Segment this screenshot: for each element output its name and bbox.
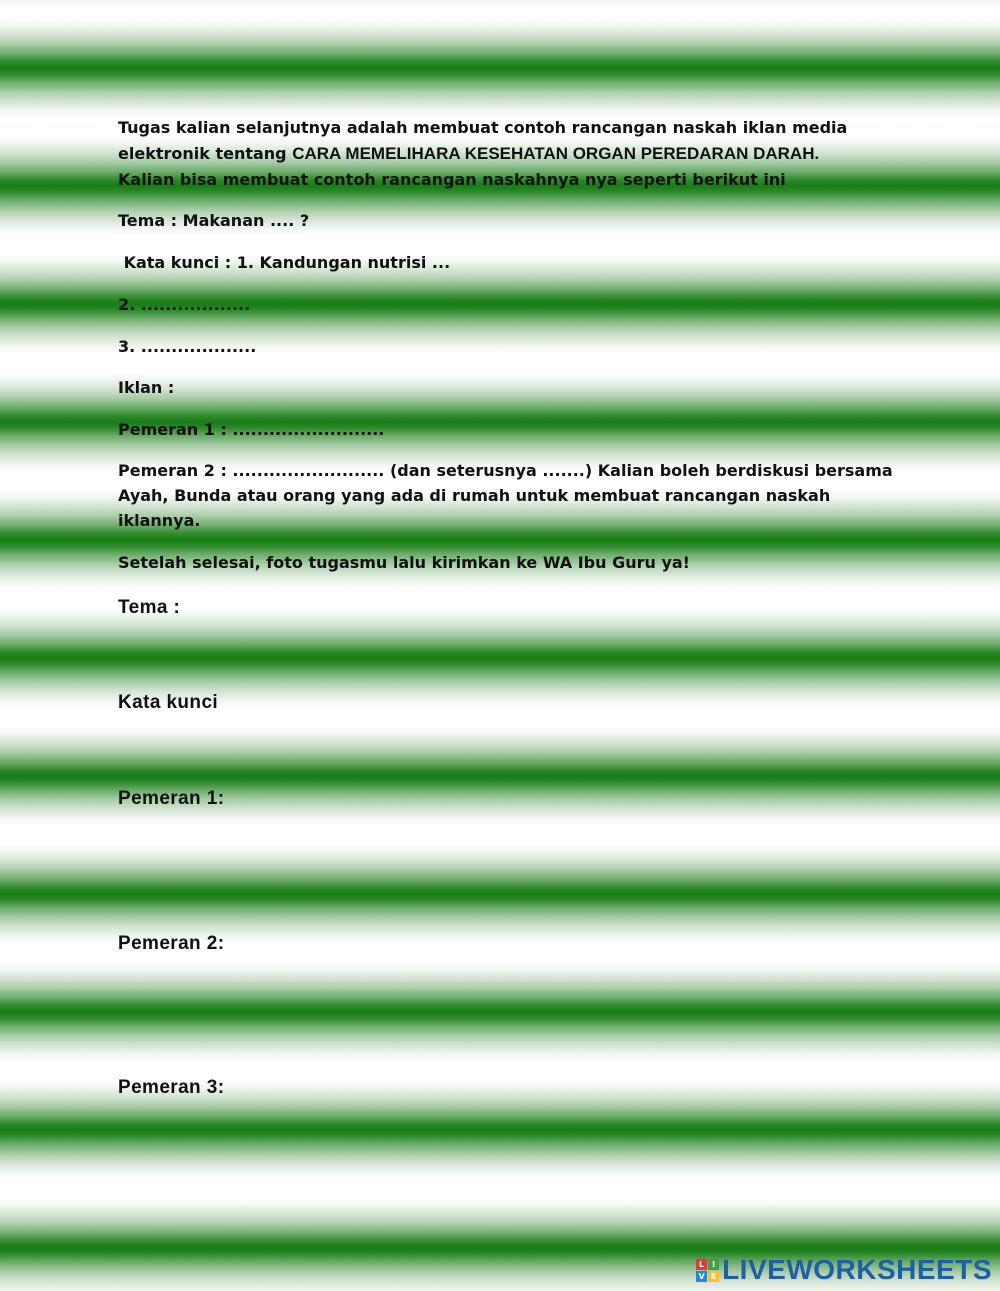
logo-text: LIVEWORKSHEETS <box>722 1254 992 1285</box>
example-iklan: Iklan : <box>118 378 175 397</box>
intro-line-2 <box>118 141 819 167</box>
form-tema-label: Tema : <box>118 597 181 618</box>
logo-square-v: V <box>696 1271 707 1282</box>
intro-line-3: Kalian bisa membuat contoh rancangan naskahnya nya seperti berikut ini <box>118 170 786 189</box>
intro-topic: CARA MEMELIHARA KESEHATAN ORGAN PEREDARAN DARAH. <box>292 144 820 163</box>
example-kata-kunci: Kata kunci : 1. Kandungan nutrisi ... <box>118 253 451 272</box>
closing-instruction: Setelah selesai, foto tugasmu lalu kirimkan ke WA Ibu Guru ya! <box>118 553 690 572</box>
logo-square-i: I <box>708 1259 719 1270</box>
example-item-2: 2. .................. <box>118 295 251 314</box>
form-pemeran-1-label: Pemeran 1: <box>118 788 225 809</box>
example-pemeran-1: Pemeran 1 : ......................... <box>118 420 385 439</box>
intro-line-1: Tugas kalian selanjutnya adalah membuat contoh rancangan naskah iklan media <box>118 118 848 137</box>
form-kata-kunci-label: Kata kunci <box>118 692 219 713</box>
form-pemeran-3-label: Pemeran 3: <box>118 1077 225 1098</box>
example-pemeran-2-line-3: iklannya. <box>118 511 201 530</box>
intro-line-2-prefix: elektronik tentang <box>118 144 293 163</box>
example-pemeran-2-line-2: Ayah, Bunda atau orang yang ada di rumah untuk membuat rancangan naskah <box>118 486 831 505</box>
logo-square-l: L <box>696 1259 707 1270</box>
logo-squares-icon <box>696 1259 719 1282</box>
form-pemeran-2-label: Pemeran 2: <box>118 933 225 954</box>
example-tema: Tema : Makanan .... ? <box>118 211 310 230</box>
logo-square-e: E <box>708 1271 719 1282</box>
example-item-3: 3. ................... <box>118 337 257 356</box>
liveworksheets-logo <box>696 1255 992 1285</box>
example-pemeran-2-line-1: Pemeran 2 : ......................... (dan seterusnya .......) Kalian boleh berdiskusi bersama <box>118 461 893 480</box>
